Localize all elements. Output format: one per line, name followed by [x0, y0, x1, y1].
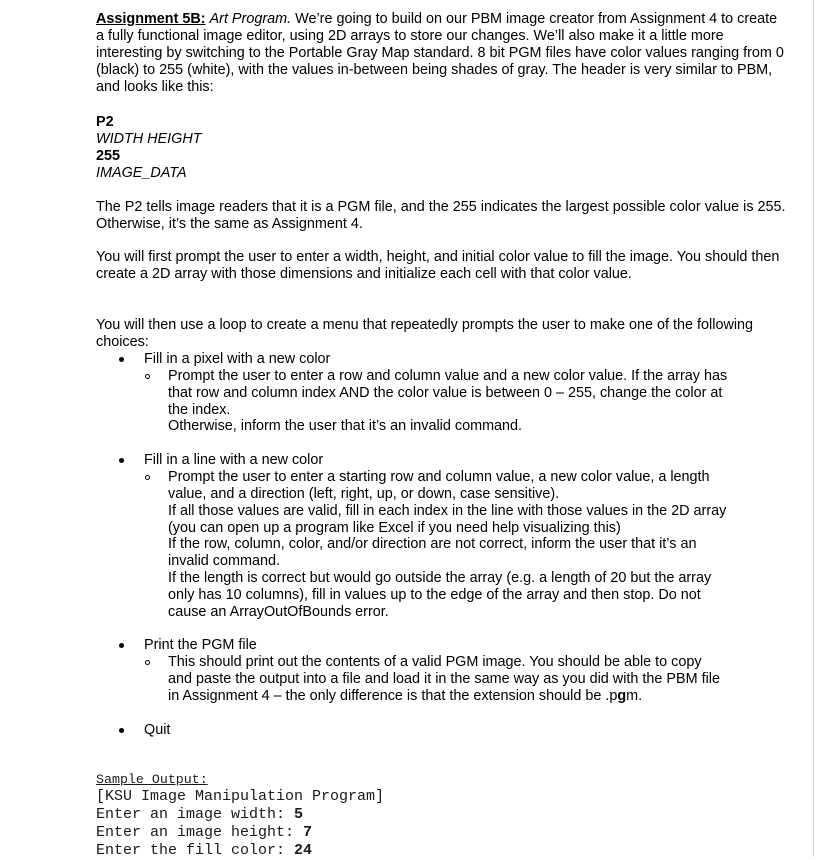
bullet-icon — [119, 643, 124, 648]
bullet-icon — [119, 458, 124, 463]
line-detail-3: If the row, column, color, and/or direction are not correct, inform the user that it’s an invalid command. — [168, 536, 697, 569]
sample-line-4 — [96, 842, 312, 860]
assignment-subtitle: Art Program. — [209, 11, 292, 27]
intro-text: We’re going to build on our PBM image creator from Assignment 4 to create a fully functional image editor, using 2D arrays to store our changes. We’ll also make it a little more interesting by switching to the Portable Gray Map standard. 8 bit PGM files have color values ranging from 0 (black) to 255 (white), with the values in-between being shades of gray. The header is very similar to PBM, and looks like this: — [96, 11, 784, 95]
print-detail — [168, 654, 728, 705]
sample-line-3-value: 7 — [303, 824, 313, 841]
print-detail-text: This should print out the contents of a valid PGM image. You should be able to copy and paste the output into a file and load it in the same way as you did with the PBM file in Assignment 4 – the only difference is that the extension should be .p — [168, 654, 720, 704]
menu-item-pixel: Fill in a pixel with a new color — [144, 351, 331, 367]
sample-heading: Sample Output: — [96, 772, 208, 787]
menu-item-line: Fill in a line with a new color — [144, 452, 324, 468]
sample-line-3 — [96, 824, 312, 842]
menu-item-quit: Quit — [144, 722, 171, 738]
sample-line-2-prompt: Enter an image width: — [96, 806, 295, 823]
bullet-icon — [119, 728, 124, 733]
sample-line-1: [KSU Image Manipulation Program] — [96, 788, 385, 805]
p2-explanation: The P2 tells image readers that it is a PGM file, and the 255 indicates the largest possible color value is 255. Otherwise, it’s the same as Assignment 4. — [96, 199, 786, 232]
sample-line-4-prompt: Enter the fill color: — [96, 842, 295, 859]
line-detail-4: If the length is correct but would go outside the array (e.g. a length of 20 but the array only has 10 columns), fill in values up to the edge of the array and then stop. Do not cause an ArrayOutOfBounds error. — [168, 570, 712, 620]
prompt-paragraph: You will first prompt the user to enter a width, height, and initial color value to fill the image. You should then create a 2D array with those dimensions and initialize each cell with that color value. — [96, 249, 780, 282]
sub-bullet-icon — [145, 374, 150, 379]
sample-line-2-value: 5 — [294, 806, 304, 823]
sample-line-3-prompt: Enter an image height: — [96, 824, 304, 841]
sub-bullet-icon — [145, 475, 150, 480]
line-detail-2: If all those values are valid, fill in each index in the line with those values in the 2D array (you can open up a program like Excel if you need help visualizing this) — [168, 503, 727, 536]
print-detail-bold: g — [617, 687, 627, 704]
sub-bullet-icon — [145, 660, 150, 665]
menu-intro: You will then use a loop to create a menu that repeatedly prompts the user to make one of the following choices: — [96, 317, 754, 350]
sample-line-4-value: 24 — [294, 842, 313, 859]
header-max: 255 — [96, 148, 121, 164]
sample-line-2 — [96, 806, 303, 824]
header-magic: P2 — [96, 114, 114, 130]
intro-paragraph — [96, 11, 786, 96]
pixel-otherwise: Otherwise, inform the user that it’s an invalid command. — [168, 418, 523, 434]
header-dims: WIDTH HEIGHT — [96, 131, 202, 147]
menu-item-print: Print the PGM file — [144, 637, 257, 653]
bullet-icon — [119, 357, 124, 362]
pixel-detail: Prompt the user to enter a row and column value and a new color value. If the array has that row and column index AND the color value is between 0 – 255, change the color at the index. — [168, 368, 728, 418]
print-detail-tail: m. — [626, 687, 643, 704]
header-data: IMAGE_DATA — [96, 165, 187, 181]
assignment-title: Assignment 5B: — [96, 11, 206, 27]
line-detail-1: Prompt the user to enter a starting row and column value, a new color value, a length value, and a direction (left, right, up, or down, case sensitive). — [168, 469, 710, 502]
